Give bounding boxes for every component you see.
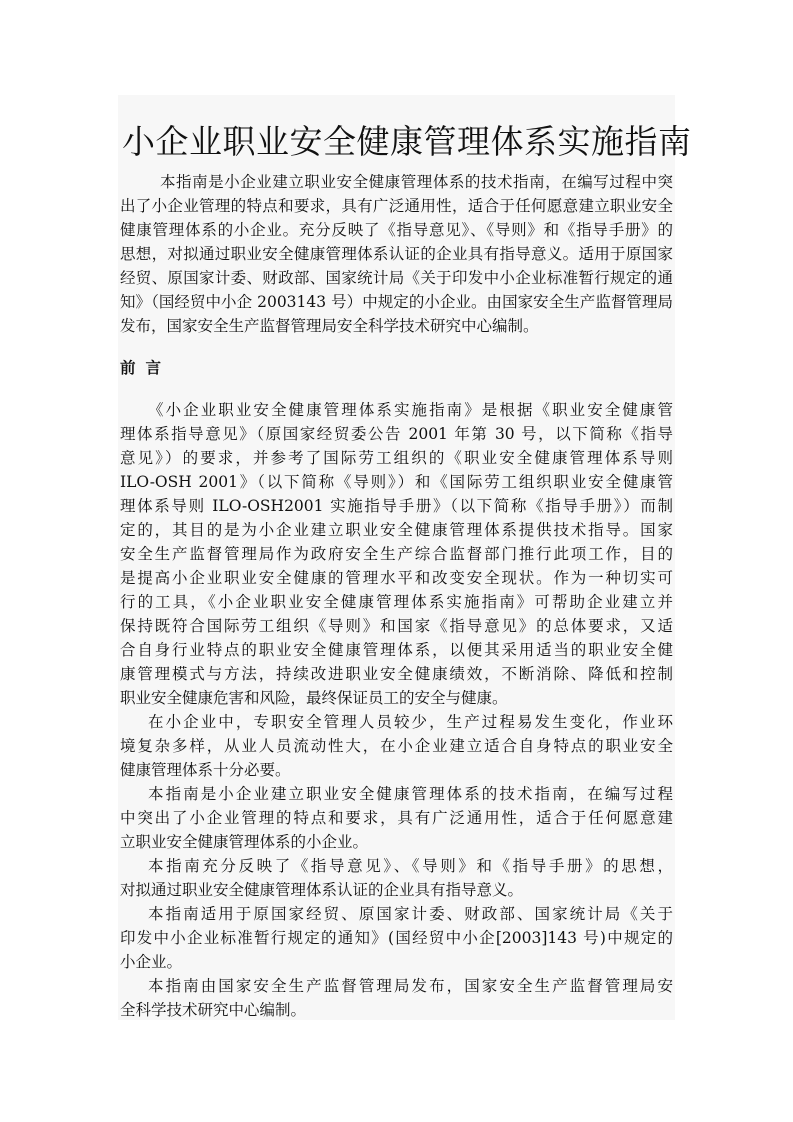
preface-paragraph — [120, 854, 673, 902]
text-line: 定的，其目的是为小企业建立职业安全健康管理体系提供技术指导。国家 — [120, 521, 673, 539]
preface-paragraph — [120, 710, 673, 782]
text-line: 本指南是小企业建立职业安全健康管理体系的技术指南，在编写过程 — [148, 785, 673, 803]
text-line: 思想，对拟通过职业安全健康管理体系认证的企业具有指导意义。适用于原国家 — [120, 245, 673, 263]
preface-body — [120, 398, 673, 1022]
text-line: 健康管理体系十分必要。 — [120, 761, 291, 779]
preface-paragraph — [120, 398, 673, 710]
text-line: 职业安全健康危害和风险，最终保证员工的安全与健康。 — [120, 689, 508, 707]
text-line: 出了小企业管理的特点和要求，具有广泛通用性，适合于任何愿意建立职业安全 — [120, 197, 673, 215]
text-line: 全科学技术研究中心编制。 — [120, 1001, 307, 1019]
text-line: 本指南充分反映了《指导意见》、《导则》和《指导手册》的思想， — [148, 857, 673, 875]
text-line: 健康管理体系的小企业。充分反映了《指导意见》、《导则》和《指导手册》的 — [120, 221, 673, 239]
text-line: 小企业。 — [120, 953, 183, 971]
text-line: 对拟通过职业安全健康管理体系认证的企业具有指导意义。 — [120, 881, 524, 899]
text-line: 本指南是小企业建立职业安全健康管理体系的技术指南，在编写过程中突 — [160, 173, 673, 191]
preface-paragraph — [120, 974, 673, 1022]
intro-paragraph — [120, 170, 673, 338]
text-line: 经贸、原国家计委、财政部、国家统计局《关于印发中小企业标准暂行规定的通 — [120, 269, 673, 287]
text-line: 合自身行业特点的职业安全健康管理体系，以便其采用适当的职业安全健 — [120, 641, 673, 659]
text-line: 行的工具，《小企业职业安全健康管理体系实施指南》可帮助企业建立并 — [120, 593, 673, 611]
text-line: 立职业安全健康管理体系的小企业。 — [120, 833, 369, 851]
preface-paragraph — [120, 782, 673, 854]
text-line: 在小企业中，专职安全管理人员较少，生产过程易发生变化，作业环 — [148, 713, 673, 731]
text-line: 本指南由国家安全生产监督管理局发布，国家安全生产监督管理局安 — [148, 977, 673, 995]
text-line: 知》（国经贸中小企 2003143 号）中规定的小企业。由国家安全生产监督管理局 — [120, 293, 673, 311]
text-line: 意见》）的要求，并参考了国际劳工组织的《职业安全健康管理体系导则 — [120, 449, 673, 467]
preface-paragraph — [120, 902, 673, 974]
preface-heading: 前言 — [120, 358, 172, 377]
text-line: 是提高小企业职业安全健康的管理水平和改变安全现状。作为一种切实可 — [120, 569, 673, 587]
text-line: 保持既符合国际劳工组织《导则》和国家《指导意见》的总体要求，又适 — [120, 617, 673, 635]
text-line: 康管理模式与方法，持续改进职业安全健康绩效，不断消除、降低和控制 — [120, 665, 673, 683]
text-line: 印发中小企业标准暂行规定的通知》(国经贸中小企[2003]143 号)中规定的 — [120, 929, 673, 947]
text-line: 中突出了小企业管理的特点和要求，具有广泛通用性，适合于任何愿意建 — [120, 809, 673, 827]
document-title: 小企业职业安全健康管理体系实施指南 — [122, 122, 692, 162]
text-line: 发布，国家安全生产监督管理局安全科学技术研究中心编制。 — [120, 317, 539, 335]
text-line: 《小企业职业安全健康管理体系实施指南》是根据《职业安全健康管 — [148, 401, 673, 419]
text-line: 境复杂多样，从业人员流动性大，在小企业建立适合自身特点的职业安全 — [120, 737, 673, 755]
text-line: 理体系指导意见》（原国家经贸委公告 2001 年第 30 号，以下简称《指导 — [120, 425, 673, 443]
text-line: ILO-OSH 2001》（以下简称《导则》）和《国际劳工组织职业安全健康管 — [120, 473, 673, 491]
text-line: 安全生产监督管理局作为政府安全生产综合监督部门推行此项工作，目的 — [120, 545, 673, 563]
text-line: 理体系导则 ILO-OSH2001 实施指导手册》（以下简称《指导手册》）而制 — [120, 497, 673, 515]
text-line: 本指南适用于原国家经贸、原国家计委、财政部、国家统计局《关于 — [148, 905, 673, 923]
